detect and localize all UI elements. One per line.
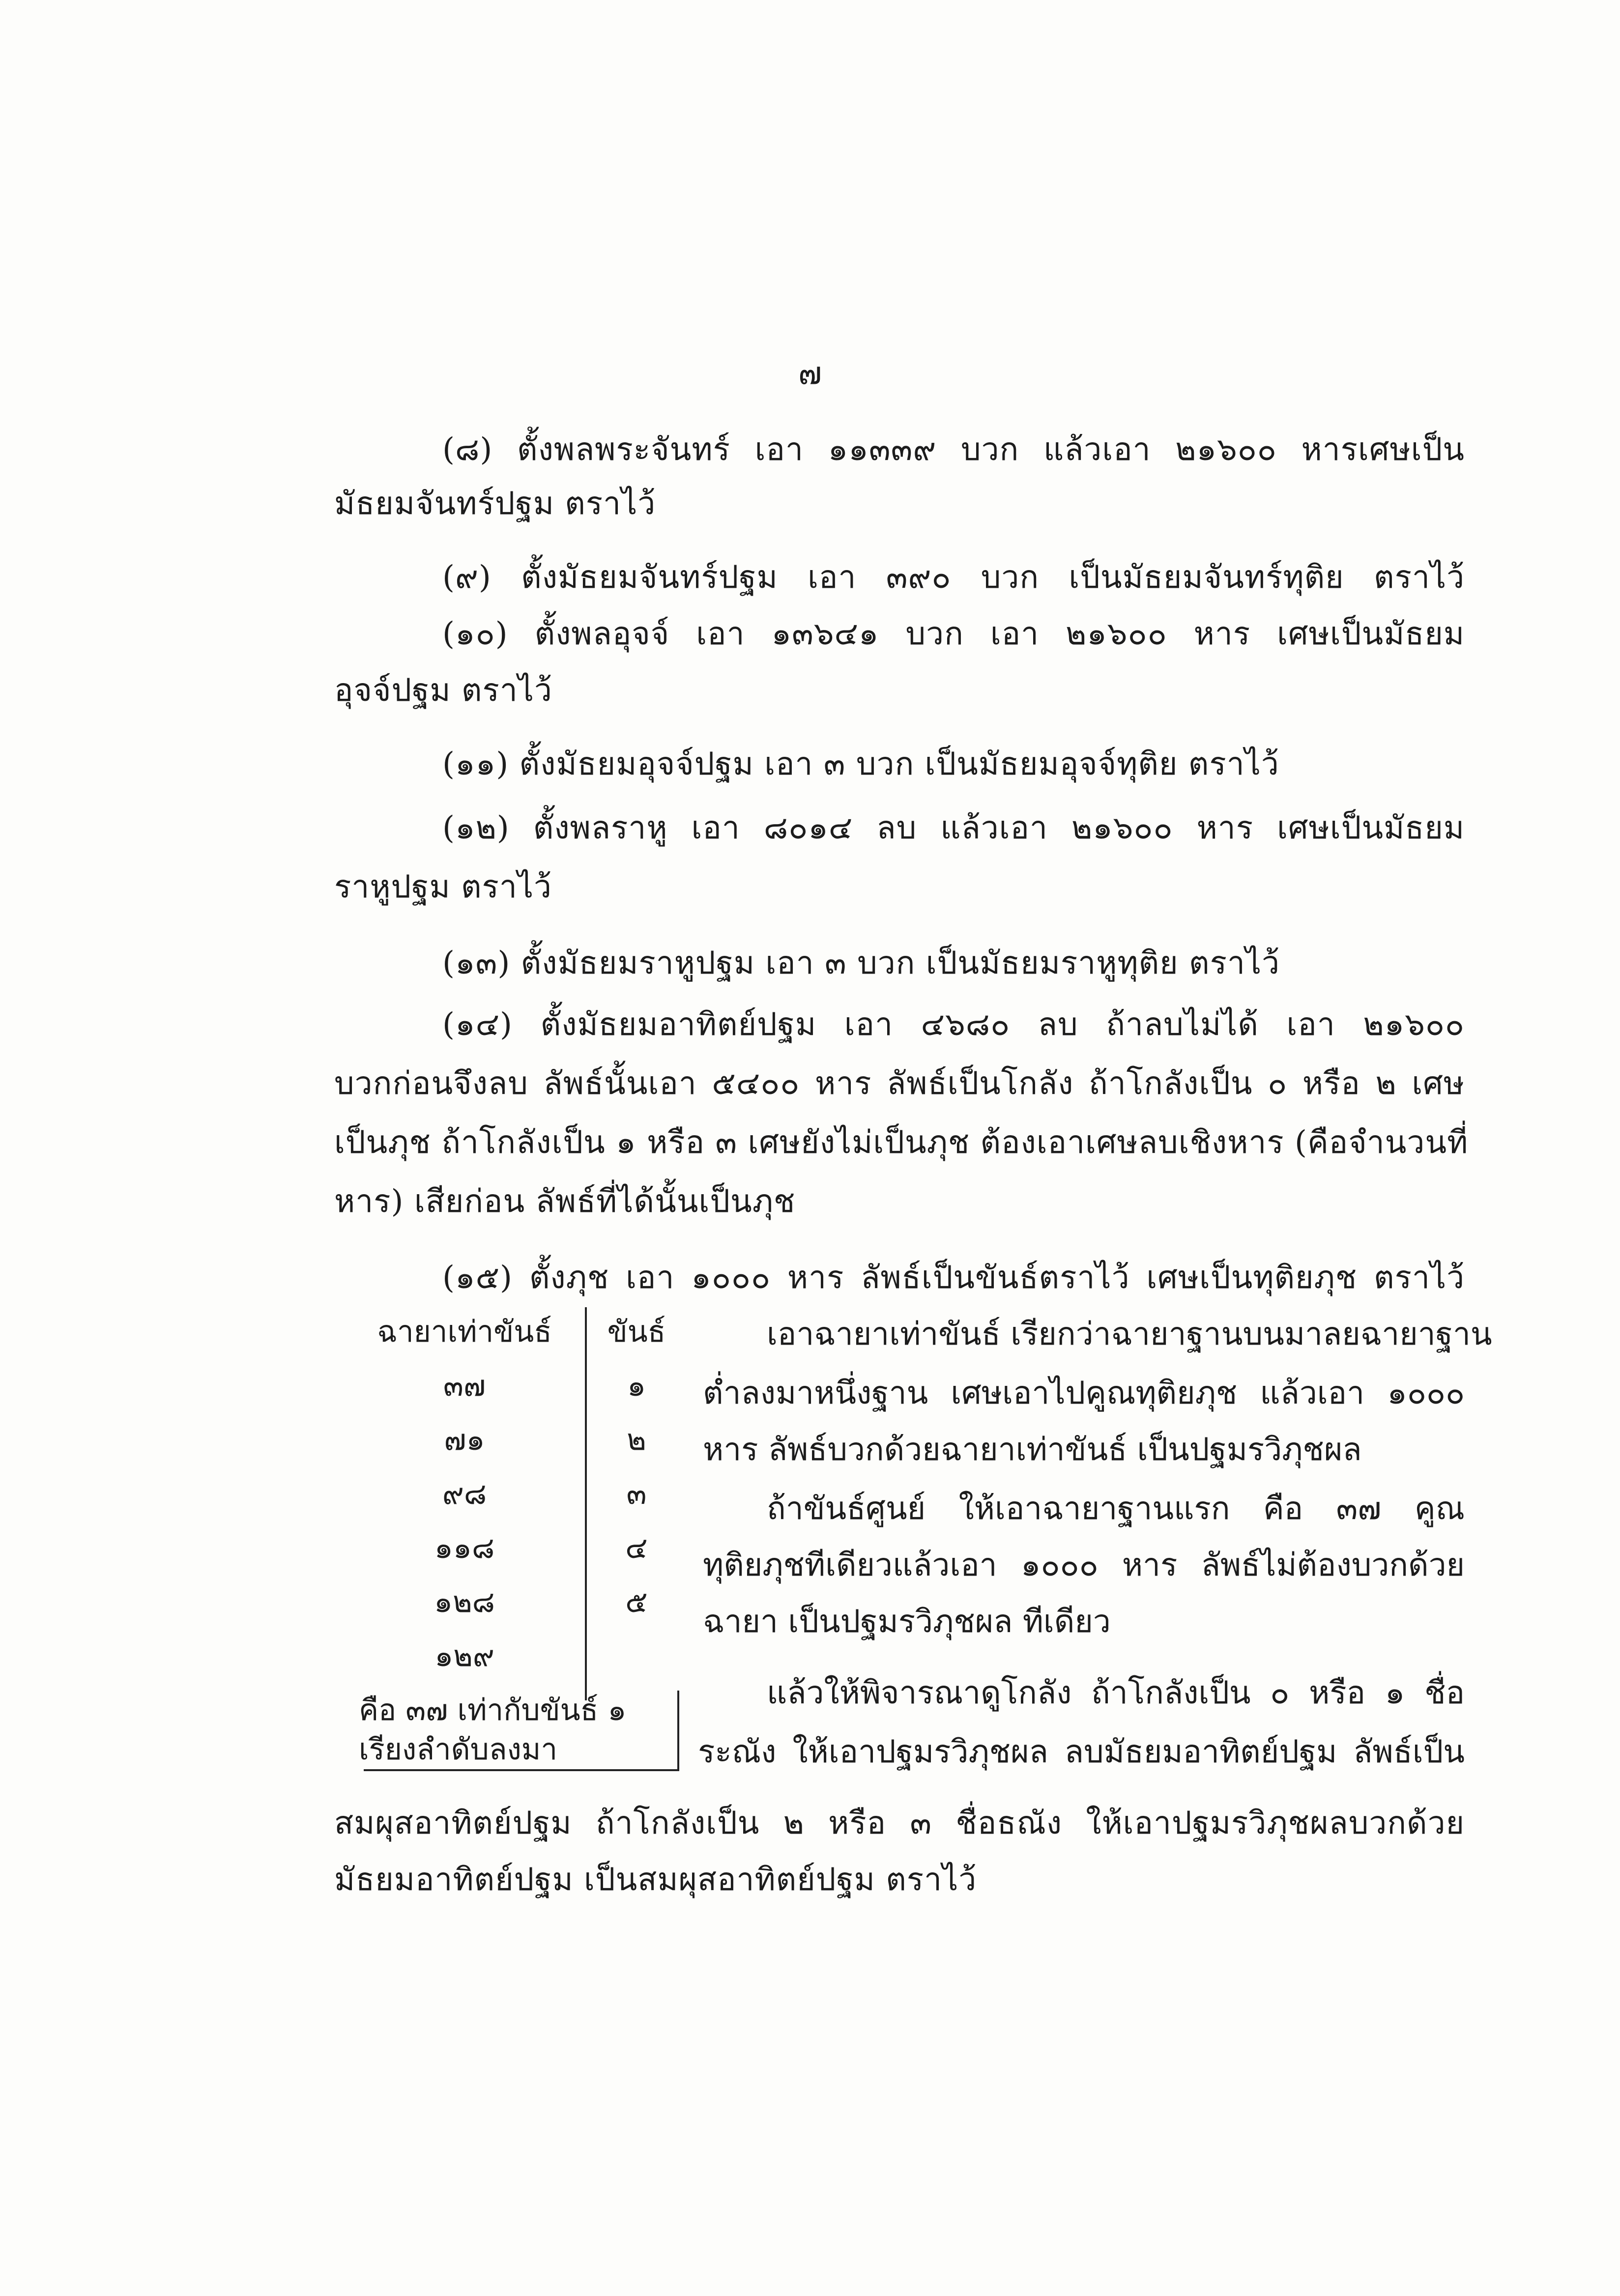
- side-text-line-4: ถ้าขันธ์ศูนย์ ให้เอาฉายาฐานแรก คือ ๓๗ คูณ: [767, 1491, 1465, 1527]
- table-bottom-line: [364, 1769, 678, 1771]
- paragraph-13: (๑๓) ตั้งมัธยมราหูปฐม เอา ๓ บวก เป็นมัธยมราหูทุติย ตราไว้: [442, 945, 1280, 981]
- chaya-table: [354, 1307, 678, 1774]
- paragraph-8-line-2: มัธยมจันทร์ปฐม ตราไว้: [334, 486, 656, 522]
- table-cell-khan: ๔: [625, 1531, 648, 1565]
- paragraph-12-line-2: ราหูปฐม ตราไว้: [334, 869, 552, 905]
- paragraph-8-line-1: (๘) ตั้งพลพระจันทร์ เอา ๑๑๓๓๙ บวก แล้วเอา ๒๑๖๐๐ หารเศษเป็น: [442, 431, 1465, 468]
- paragraph-9: (๙) ตั้งมัธยมจันทร์ปฐม เอา ๓๙๐ บวก เป็นมัธยมจันทร์ทุติย ตราไว้: [442, 559, 1465, 596]
- side-text-line-3: หาร ลัพธ์บวกด้วยฉายาเท่าขันธ์ เป็นปฐมรวิภุชผล: [703, 1432, 1362, 1468]
- table-note-line-2: เรียงลำดับลงมา: [359, 1732, 558, 1767]
- table-cell-khan: ๑: [627, 1369, 646, 1403]
- side-text-line-7: แล้วให้พิจารณาดูโกลัง ถ้าโกลังเป็น ๐ หรือ ๑ ชื่อ: [767, 1675, 1465, 1711]
- table-divider: [585, 1307, 587, 1700]
- paragraph-14-line-1: (๑๔) ตั้งมัธยมอาทิตย์ปฐม เอา ๔๖๘๐ ลบ ถ้าลบไม่ได้ เอา ๒๑๖๐๐: [442, 1006, 1465, 1043]
- paragraph-bottom-line-1: สมผุสอาทิตย์ปฐม ถ้าโกลังเป็น ๒ หรือ ๓ ชื่อธณัง ให้เอาปฐมรวิภุชผลบวกด้วย: [334, 1805, 1465, 1841]
- paragraph-14-line-2: บวกก่อนจึงลบ ลัพธ์นั้นเอา ๕๔๐๐ หาร ลัพธ์เป็นโกลัง ถ้าโกลังเป็น ๐ หรือ ๒ เศษ: [334, 1065, 1465, 1102]
- table-cell-khan: ๕: [625, 1585, 648, 1619]
- table-cell-chaya: ๑๒๙: [434, 1639, 494, 1673]
- table-cell-chaya: ๓๗: [443, 1369, 486, 1403]
- side-text-line-5: ทุติยภุชทีเดียวแล้วเอา ๑๐๐๐ หาร ลัพธ์ไม่ต้องบวกด้วย: [703, 1547, 1465, 1583]
- table-header-chaya: ฉายาเท่าขันธ์: [377, 1315, 552, 1349]
- paragraph-10-line-1: (๑๐) ตั้งพลอุจจ์ เอา ๑๓๖๔๑ บวก เอา ๒๑๖๐๐ หาร เศษเป็นมัธยม: [442, 616, 1465, 652]
- table-bracket-line: [677, 1691, 679, 1771]
- paragraph-14-line-3: เป็นภุช ถ้าโกลังเป็น ๑ หรือ ๓ เศษยังไม่เป็นภุช ต้องเอาเศษลบเชิงหาร (คือจำนวนที่: [334, 1124, 1469, 1161]
- table-cell-chaya: ๙๘: [442, 1477, 487, 1511]
- table-note-line-1: คือ ๓๗ เท่ากับขันธ์ ๑: [359, 1693, 627, 1727]
- table-cell-khan: ๒: [627, 1423, 646, 1457]
- paragraph-bottom-line-2: มัธยมอาทิตย์ปฐม เป็นสมผุสอาทิตย์ปฐม ตราไว้: [334, 1862, 977, 1898]
- paragraph-12-line-1: (๑๒) ตั้งพลราหู เอา ๘๐๑๔ ลบ แล้วเอา ๒๑๖๐๐ หาร เศษเป็นมัธยม: [442, 810, 1465, 846]
- side-text-line-8: ระณัง ให้เอาปฐมรวิภุชผล ลบมัธยมอาทิตย์ปฐม ลัพธ์เป็น: [698, 1734, 1465, 1770]
- table-cell-khan: ๓: [626, 1477, 647, 1511]
- paragraph-11: (๑๑) ตั้งมัธยมอุจจ์ปฐม เอา ๓ บวก เป็นมัธยมอุจจ์ทุติย ตราไว้: [442, 746, 1279, 782]
- paragraph-10-line-2: อุจจ์ปฐม ตราไว้: [334, 672, 552, 709]
- paragraph-14-line-4: หาร) เสียก่อน ลัพธ์ที่ได้นั้นเป็นภุช: [334, 1183, 796, 1220]
- side-text-line-2: ต่ำลงมาหนึ่งฐาน เศษเอาไปคูณทุติยภุช แล้วเอา ๑๐๐๐: [703, 1375, 1465, 1411]
- paragraph-15: (๑๕) ตั้งภุช เอา ๑๐๐๐ หาร ลัพธ์เป็นขันธ์ตราไว้ เศษเป็นทุติยภุช ตราไว้: [442, 1260, 1465, 1296]
- table-cell-chaya: ๗๑: [444, 1423, 485, 1457]
- side-text-line-1: เอาฉายาเท่าขันธ์ เรียกว่าฉายาฐานบนมาลยฉายาฐาน: [767, 1316, 1492, 1352]
- table-header-khan: ขันธ์: [607, 1315, 666, 1349]
- page-number: ๗: [798, 355, 822, 392]
- table-cell-chaya: ๑๑๘: [434, 1531, 495, 1565]
- table-cell-chaya: ๑๒๘: [434, 1585, 495, 1619]
- side-text-line-6: ฉายา เป็นปฐมรวิภุชผล ทีเดียว: [703, 1604, 1111, 1640]
